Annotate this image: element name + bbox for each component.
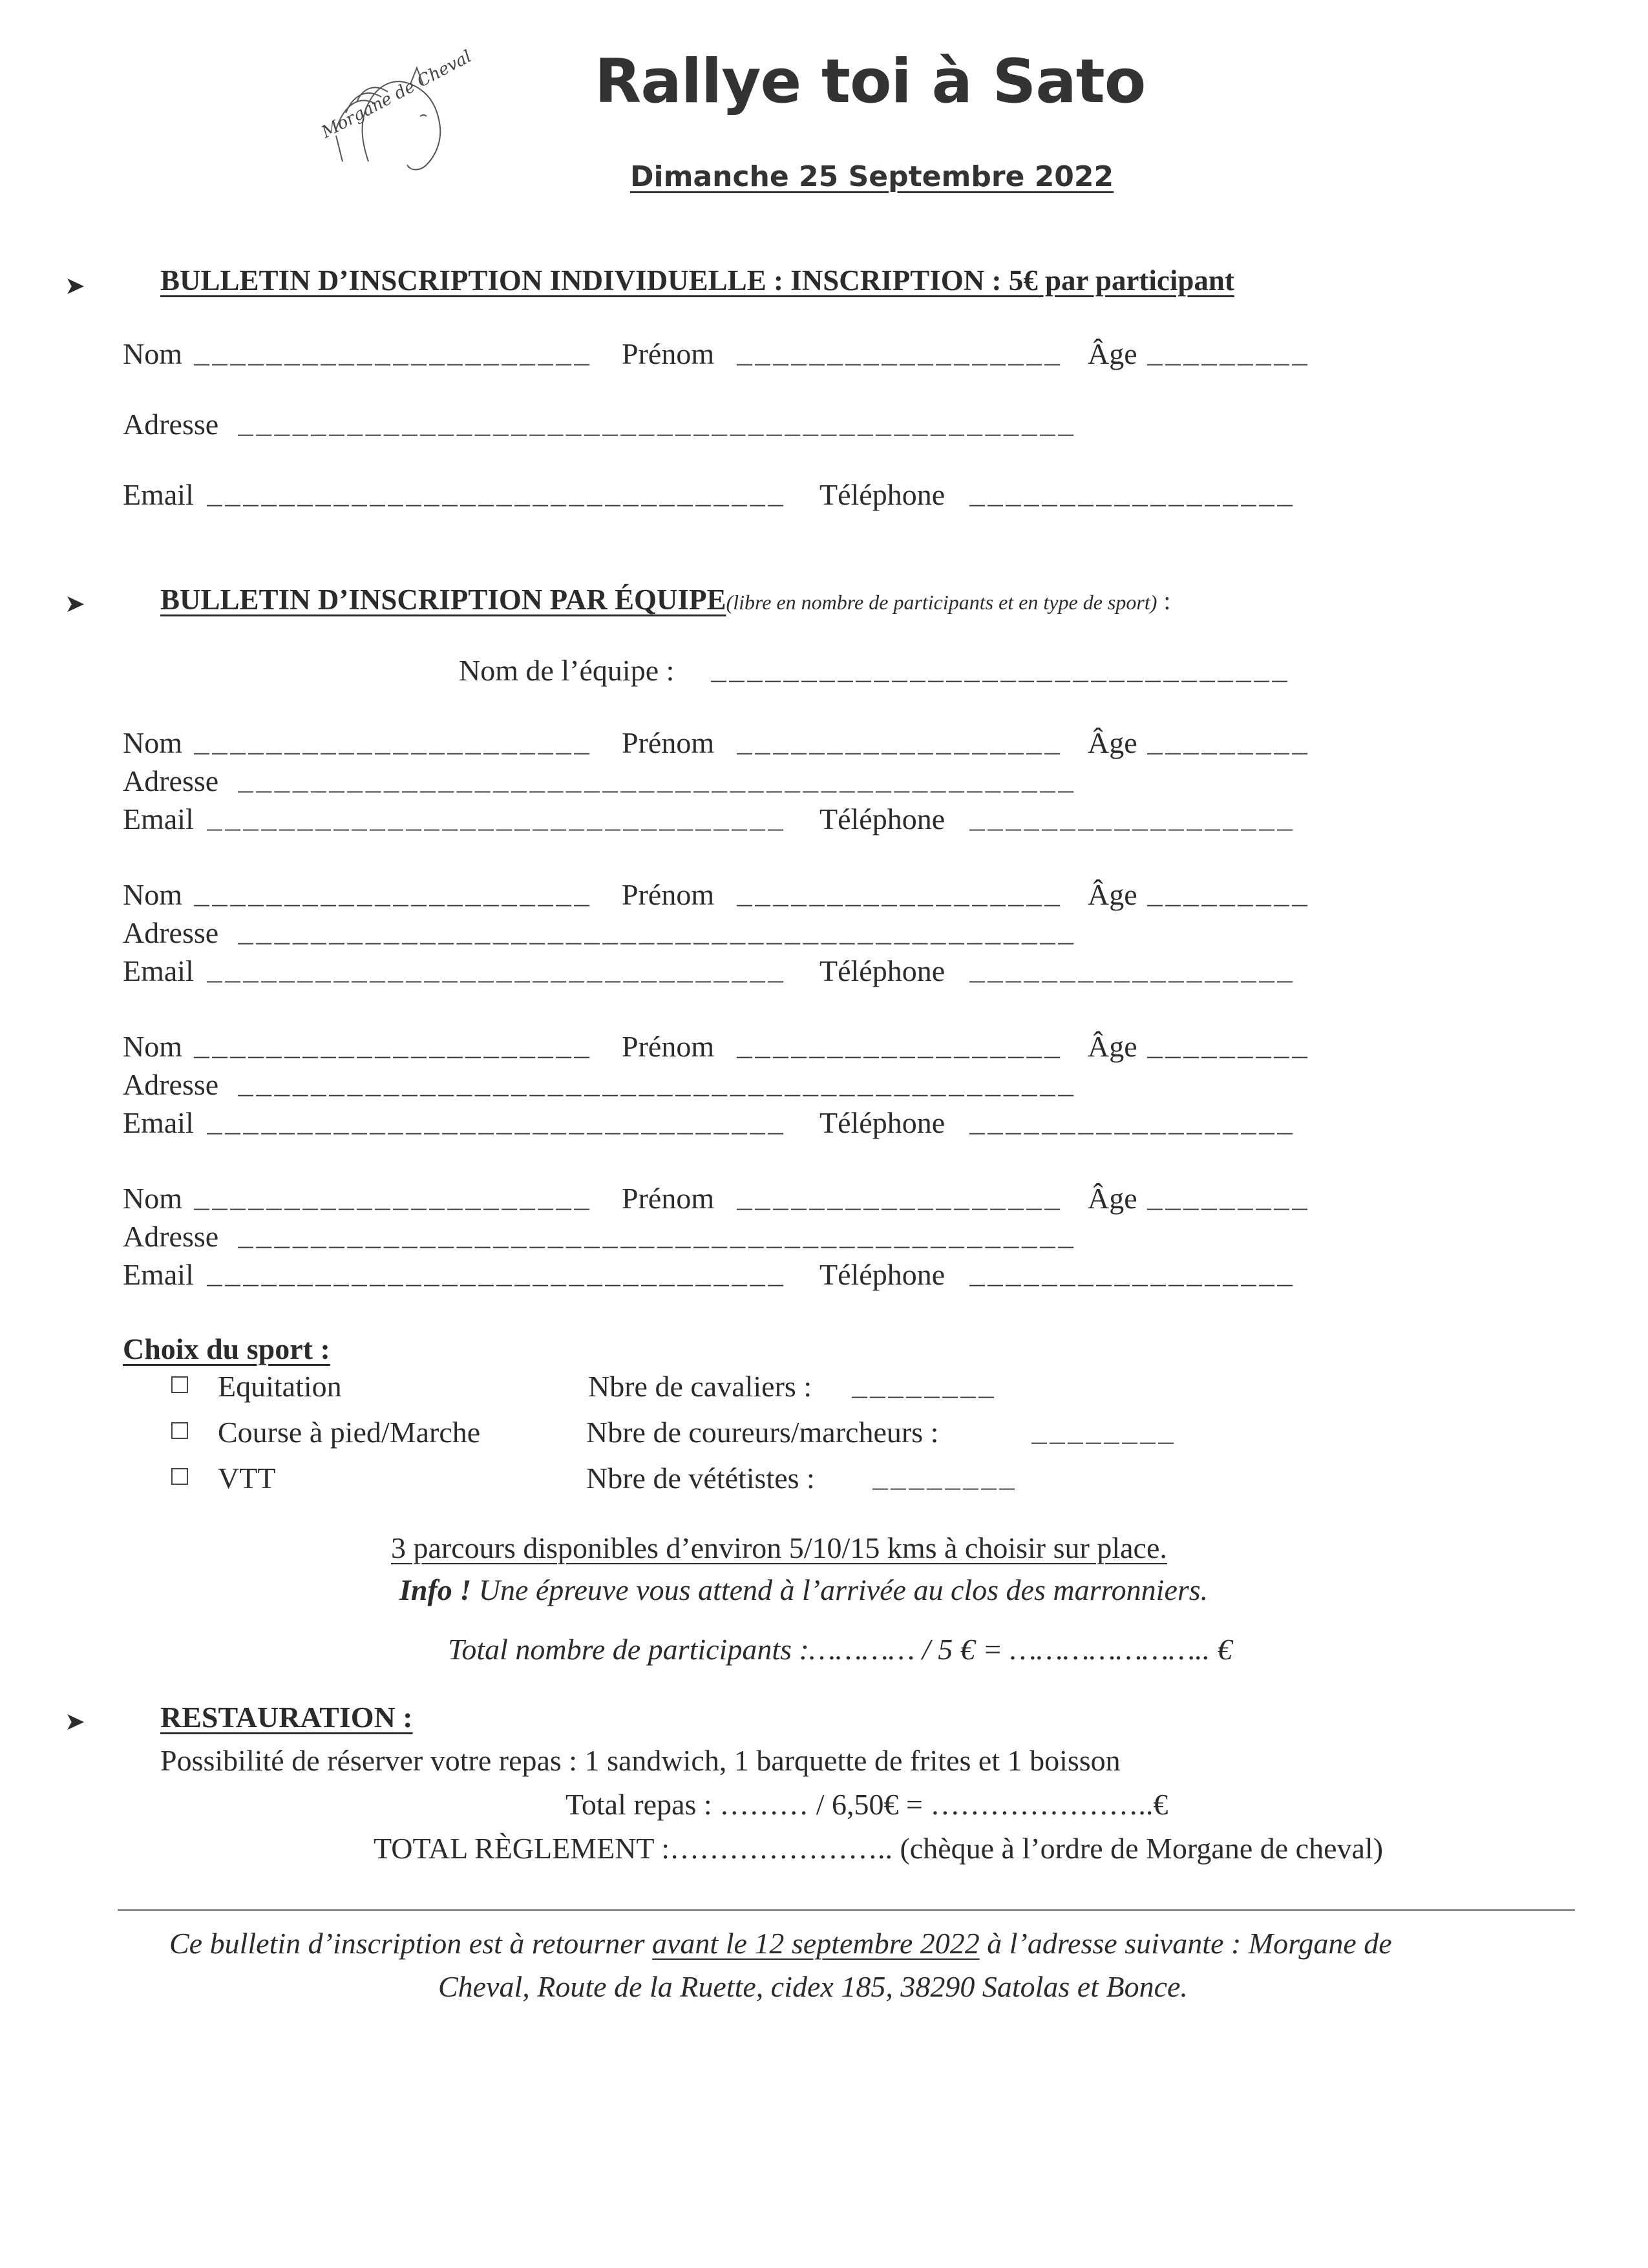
telephone-field[interactable]: __________________	[969, 1111, 1296, 1140]
nom-field[interactable]: ______________________	[194, 342, 593, 371]
restauration-description: Possibilité de réserver votre repas : 1 sandwich, 1 barquette de frites et 1 boisson	[160, 1744, 1121, 1777]
arrowhead-icon: ➤	[65, 589, 85, 618]
sport-option-label: VTT	[218, 1462, 276, 1495]
nom-label: Nom	[123, 1182, 182, 1215]
page-title: Rallye toi à Sato	[595, 47, 1146, 117]
email-label: Email	[123, 1106, 194, 1139]
email-label: Email	[123, 478, 194, 511]
restauration-heading: RESTAURATION :	[160, 1701, 413, 1734]
adresse-field[interactable]: ______________________________________________	[238, 769, 1077, 798]
age-label: Âge	[1088, 337, 1137, 370]
email-field[interactable]: ________________________________	[207, 1111, 787, 1140]
adresse-field[interactable]: ______________________________________________	[238, 921, 1077, 950]
telephone-label: Téléphone	[819, 954, 945, 987]
nom-field[interactable]: ______________________	[194, 883, 593, 912]
telephone-label: Téléphone	[819, 1106, 945, 1139]
adresse-label: Adresse	[123, 764, 219, 797]
email-field[interactable]: ________________________________	[207, 959, 787, 988]
adresse-field[interactable]: ______________________________________________	[238, 1224, 1077, 1254]
age-field[interactable]: _________	[1147, 1034, 1311, 1064]
age-field[interactable]: _________	[1147, 1186, 1311, 1215]
prenom-label: Prénom	[622, 878, 715, 911]
total-participants: Total nombre de participants :………… / 5 € = ………………….. €	[448, 1633, 1232, 1666]
prenom-label: Prénom	[622, 726, 715, 759]
adresse-label: Adresse	[123, 916, 219, 949]
adresse-field[interactable]: ______________________________________________	[238, 412, 1077, 441]
email-field[interactable]: ________________________________	[207, 483, 787, 512]
nom-label: Nom	[123, 337, 182, 370]
total-reglement: TOTAL RÈGLEMENT :………………….. (chèque à l’ordre de Morgane de cheval)	[374, 1832, 1384, 1865]
telephone-field[interactable]: __________________	[969, 807, 1296, 836]
sport-heading: Choix du sport :	[123, 1332, 330, 1365]
footer-text-a: Ce bulletin d’inscription est à retourner	[169, 1927, 653, 1960]
logo	[297, 32, 478, 174]
age-field[interactable]: _________	[1147, 342, 1311, 371]
logo-text: Morgane de Cheval	[318, 47, 475, 143]
prenom-field[interactable]: __________________	[737, 1186, 1063, 1215]
email-label: Email	[123, 954, 194, 987]
checkbox-icon[interactable]	[171, 1422, 188, 1439]
nom-field[interactable]: ______________________	[194, 1034, 593, 1064]
telephone-field[interactable]: __________________	[969, 483, 1296, 512]
age-label: Âge	[1088, 878, 1137, 911]
event-date: Dimanche 25 Septembre 2022	[630, 160, 1114, 193]
checkbox-icon[interactable]	[171, 1376, 188, 1393]
email-label: Email	[123, 1258, 194, 1291]
checkbox-icon[interactable]	[171, 1468, 188, 1485]
prenom-label: Prénom	[622, 337, 715, 370]
age-label: Âge	[1088, 1030, 1137, 1063]
age-field[interactable]: _________	[1147, 883, 1311, 912]
info-line	[399, 1575, 1208, 1605]
sport-option-label: Equitation	[218, 1370, 342, 1403]
prenom-label: Prénom	[622, 1182, 715, 1215]
team-name-field[interactable]: ________________________________	[711, 658, 1291, 688]
prenom-field[interactable]: __________________	[737, 731, 1063, 760]
nom-field[interactable]: ______________________	[194, 1186, 593, 1215]
adresse-label: Adresse	[123, 1068, 219, 1101]
sport-count-field[interactable]: ________	[852, 1374, 997, 1403]
footer-line-1	[169, 1929, 1392, 1958]
sport-count-label: Nbre de coureurs/marcheurs :	[586, 1416, 939, 1449]
nom-field[interactable]: ______________________	[194, 731, 593, 760]
sport-count-field[interactable]: ________	[1031, 1420, 1177, 1449]
arrowhead-icon: ➤	[65, 271, 85, 300]
sport-count-field[interactable]: ________	[872, 1466, 1018, 1495]
adresse-label: Adresse	[123, 408, 219, 441]
telephone-field[interactable]: __________________	[969, 1263, 1296, 1292]
sport-option-label: Course à pied/Marche	[218, 1416, 481, 1449]
telephone-label: Téléphone	[819, 803, 945, 835]
email-field[interactable]: ________________________________	[207, 807, 787, 836]
sport-count-label: Nbre de vététistes :	[586, 1462, 815, 1495]
age-label: Âge	[1088, 726, 1137, 759]
team-heading: BULLETIN D’INSCRIPTION PAR ÉQUIPE	[160, 583, 726, 616]
prenom-field[interactable]: __________________	[737, 883, 1063, 912]
info-text: Une épreuve vous attend à l’arrivée au clos des marronniers.	[471, 1573, 1209, 1606]
prenom-field[interactable]: __________________	[737, 1034, 1063, 1064]
telephone-label: Téléphone	[819, 1258, 945, 1291]
telephone-field[interactable]: __________________	[969, 959, 1296, 988]
nom-label: Nom	[123, 1030, 182, 1063]
email-label: Email	[123, 803, 194, 835]
footer-deadline: avant le 12 septembre 2022	[652, 1927, 980, 1960]
telephone-label: Téléphone	[819, 478, 945, 511]
divider	[118, 1909, 1575, 1911]
team-heading-colon: :	[1157, 586, 1171, 615]
nom-label: Nom	[123, 878, 182, 911]
age-field[interactable]: _________	[1147, 731, 1311, 760]
email-field[interactable]: ________________________________	[207, 1263, 787, 1292]
footer-line-2: Cheval, Route de la Ruette, cidex 185, 38290 Satolas et Bonce.	[438, 1970, 1188, 2003]
adresse-label: Adresse	[123, 1220, 219, 1253]
team-name-label: Nom de l’équipe :	[459, 654, 675, 687]
nom-label: Nom	[123, 726, 182, 759]
total-repas: Total repas : ……… / 6,50€ = …………………..€	[565, 1788, 1168, 1821]
arrowhead-icon: ➤	[65, 1707, 85, 1736]
horse-head-icon	[297, 32, 478, 174]
info-bold: Info !	[399, 1573, 472, 1606]
parcours-text: 3 parcours disponibles d’environ 5/10/15 kms à choisir sur place.	[391, 1531, 1167, 1564]
sport-count-label: Nbre de cavaliers :	[588, 1370, 812, 1403]
age-label: Âge	[1088, 1182, 1137, 1215]
footer-text-b: à l’adresse suivante : Morgane de	[979, 1927, 1392, 1960]
team-heading-wrap	[160, 585, 1170, 614]
prenom-label: Prénom	[622, 1030, 715, 1063]
individual-heading: BULLETIN D’INSCRIPTION INDIVIDUELLE : INSCRIPTION : 5€ par participant	[160, 264, 1234, 297]
prenom-field[interactable]: __________________	[737, 342, 1063, 371]
adresse-field[interactable]: ______________________________________________	[238, 1073, 1077, 1102]
team-heading-note: (libre en nombre de participants et en type de sport)	[726, 591, 1157, 614]
